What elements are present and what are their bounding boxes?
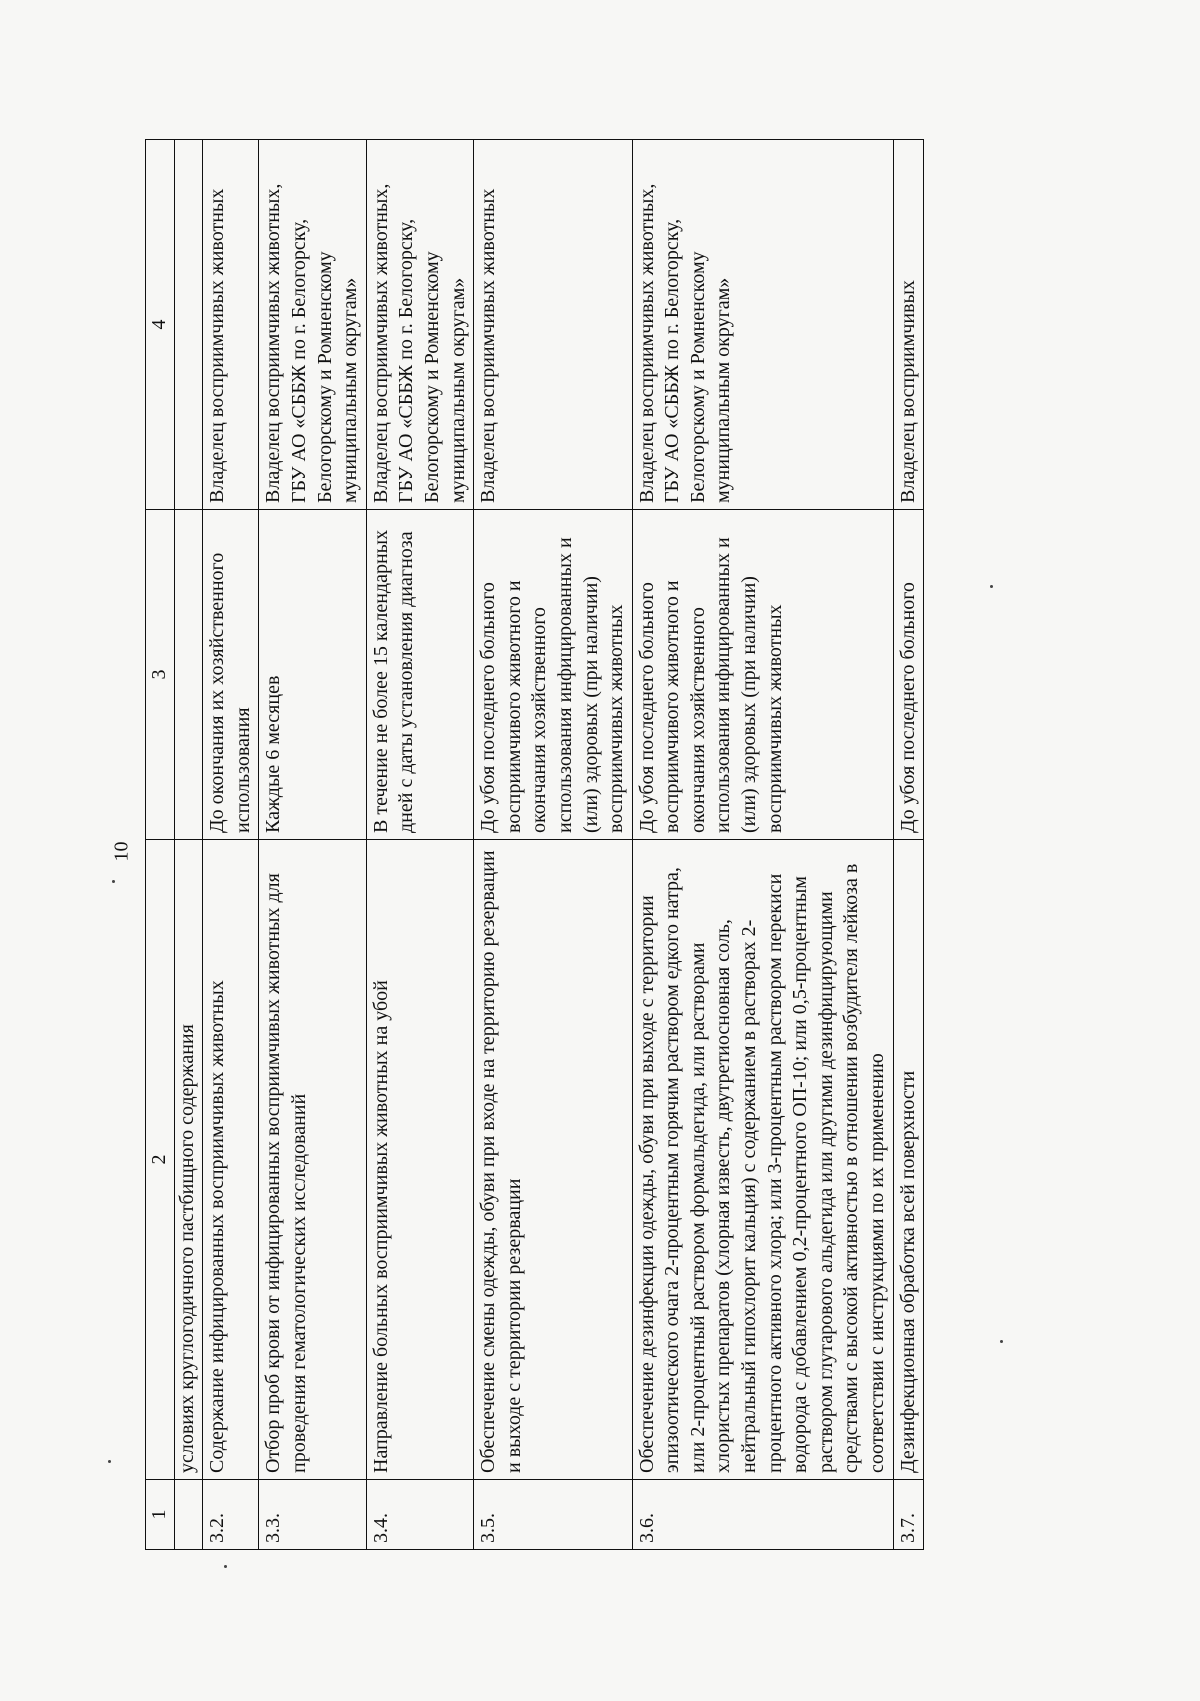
continuation-empty-cell <box>174 140 203 510</box>
page-number: 10 <box>110 841 133 862</box>
continuation-empty-cell <box>174 1480 203 1550</box>
row-measure: Дезинфекционная обработка всей поверхности <box>893 840 924 1480</box>
header-col-1: 1 <box>146 1480 175 1550</box>
row-measure: Обеспечение дезинфекции одежды, обуви при выходе с территории эпизоотического очага 2-процентным горячим раствором едкого натра, или 2-процентный раствором формальдегида, или растворами хлористых препаратов (хлорная известь, двутретиосновная соль, нейтральный гипохлорит кальция) с содержанием в растворах 2-процентного активного хлора; или 3-процентным раствором перекиси водорода с добавлением 0,2-процентного ОП-10; или 0,5-процентным раствором глутарового альдегида или другими дезинфицирующими средствами с высокой активностью в отношении возбудителя лейкоза в соответствии с инструкциями по их применению <box>632 840 893 1480</box>
header-row <box>146 140 175 1550</box>
row-term: В течение не более 15 календарных дней с даты установления диагноза <box>366 510 473 840</box>
header-col-4: 4 <box>146 140 175 510</box>
row-measure: Направление больных восприимчивых животных на убой <box>366 840 473 1480</box>
scan-speck <box>224 1565 227 1568</box>
row-measure: Обеспечение смены одежды, обуви при входе на территорию резервации и выходе с территории резервации <box>474 840 633 1480</box>
header-col-2: 2 <box>146 840 175 1480</box>
table-row <box>632 140 893 1550</box>
row-responsible: Владелец восприимчивых животных, ГБУ АО «СББЖ по г. Белогорску, Белогорскому и Ромненскому муниципальным округам» <box>632 140 893 510</box>
row-term: До убоя последнего больного восприимчивого животного и окончания хозяйственного использования инфицированных и (или) здоровых (при наличии) восприимчивых животных <box>632 510 893 840</box>
row-measure: Содержание инфицированных восприимчивых животных <box>203 840 259 1480</box>
table-row <box>366 140 473 1550</box>
row-responsible: Владелец восприимчивых <box>893 140 924 510</box>
measures-table-wrapper <box>145 140 1075 1550</box>
measures-table <box>145 139 924 1550</box>
row-number: 3.4. <box>366 1480 473 1550</box>
rotated-table-area <box>145 140 1075 1550</box>
row-term: До окончания их хозяйственного использования <box>203 510 259 840</box>
row-number: 3.7. <box>893 1480 924 1550</box>
table-row <box>474 140 633 1550</box>
row-term: Каждые 6 месяцев <box>259 510 366 840</box>
row-number: 3.3. <box>259 1480 366 1550</box>
continuation-text: условиях круглогодичного пастбищного содержания <box>174 840 203 1480</box>
row-number: 3.5. <box>474 1480 633 1550</box>
row-term: До убоя последнего больного восприимчивого животного и окончания хозяйственного использования инфицированных и (или) здоровых (при наличии) восприимчивых животных <box>474 510 633 840</box>
table-row <box>203 140 259 1550</box>
row-responsible: Владелец восприимчивых животных <box>203 140 259 510</box>
continuation-row <box>174 140 203 1550</box>
scan-speck <box>108 1460 111 1463</box>
row-number: 3.6. <box>632 1480 893 1550</box>
continuation-empty-cell <box>174 510 203 840</box>
scan-speck <box>112 880 115 883</box>
row-measure: Отбор проб крови от инфицированных восприимчивых животных для проведения гематологических исследований <box>259 840 366 1480</box>
row-responsible: Владелец восприимчивых животных, ГБУ АО «СББЖ по г. Белогорску, Белогорскому и Ромненскому муниципальным округам» <box>259 140 366 510</box>
table-row <box>259 140 366 1550</box>
row-number: 3.2. <box>203 1480 259 1550</box>
row-responsible: Владелец восприимчивых животных, ГБУ АО «СББЖ по г. Белогорску, Белогорскому и Ромненскому муниципальным округам» <box>366 140 473 510</box>
table-row <box>893 140 924 1550</box>
header-col-3: 3 <box>146 510 175 840</box>
row-responsible: Владелец восприимчивых животных <box>474 140 633 510</box>
row-term: До убоя последнего больного <box>893 510 924 840</box>
